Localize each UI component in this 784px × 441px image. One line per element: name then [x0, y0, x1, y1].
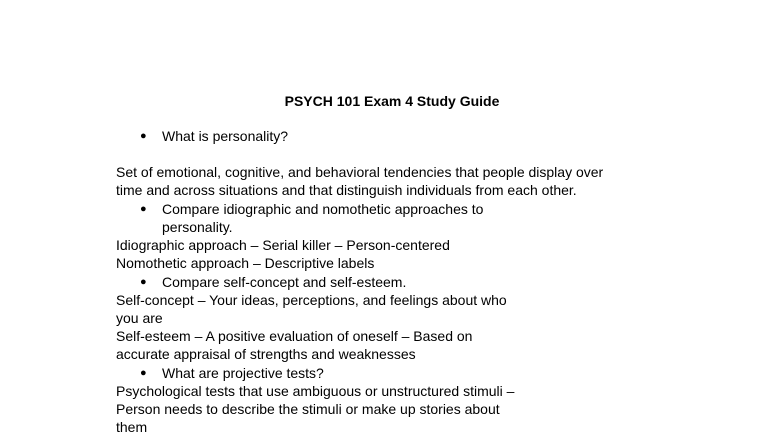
question-approaches: Compare idiographic and nomothetic approaches to — [162, 201, 484, 217]
answer-line: Idiographic approach – Serial killer – Person-centered — [116, 237, 450, 253]
answer-line: Self-concept – Your ideas, perceptions, and feelings about who — [116, 292, 507, 308]
bullet-icon: ● — [140, 276, 147, 288]
bullet-icon: ● — [140, 130, 147, 142]
bullet-icon: ● — [140, 367, 147, 379]
question-self-concept: Compare self-concept and self-esteem. — [162, 274, 407, 290]
answer-line: you are — [116, 310, 163, 326]
question-projective-tests: What are projective tests? — [162, 365, 324, 381]
bullet-icon: ● — [140, 203, 147, 215]
answer-line: Self-esteem – A positive evaluation of oneself – Based on — [116, 328, 473, 344]
answer-line: Psychological tests that use ambiguous or unstructured stimuli – — [116, 383, 515, 399]
answer-line: them — [116, 419, 148, 435]
answer-line: accurate appraisal of strengths and weaknesses — [116, 346, 416, 362]
answer-line: Nomothetic approach – Descriptive labels — [116, 255, 375, 271]
answer-line: Set of emotional, cognitive, and behavioral tendencies that people display over — [116, 164, 604, 180]
question-personality: What is personality? — [162, 128, 289, 144]
answer-line: Person needs to describe the stimuli or make up stories about — [116, 401, 500, 417]
answer-line: time and across situations and that distinguish individuals from each other. — [116, 182, 577, 198]
question-approaches-cont: personality. — [162, 219, 233, 235]
document-title: PSYCH 101 Exam 4 Study Guide — [284, 93, 500, 109]
